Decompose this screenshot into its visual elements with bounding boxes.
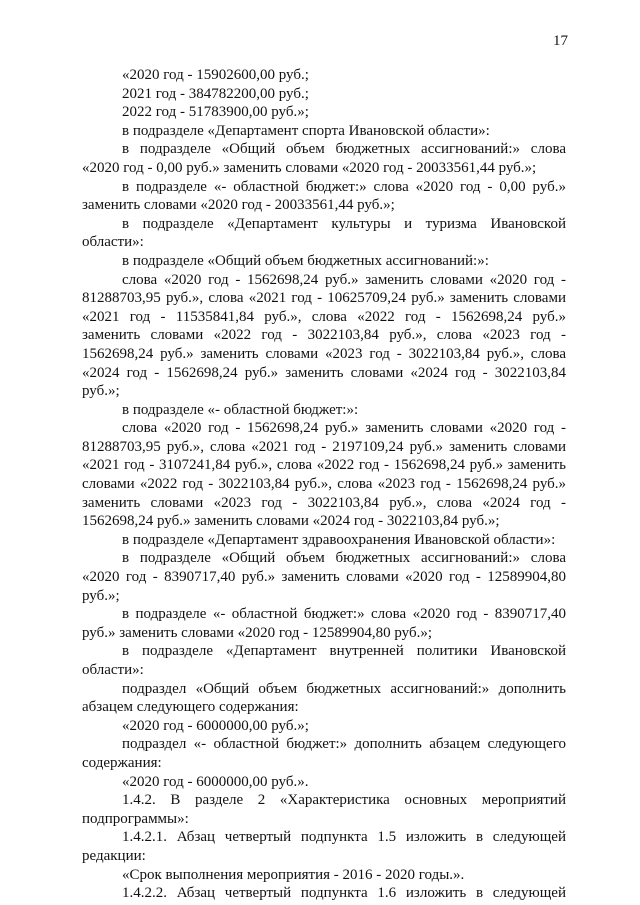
- text-line: подраздел «- областной бюджет:» дополнить абзацем следующего: [122, 736, 566, 753]
- text-line: 2022 год - 51783900,00 руб.»;: [122, 104, 309, 121]
- text-line: 1.4.2. В разделе 2 «Характеристика основных мероприятий: [122, 792, 566, 809]
- text-line: 1562698,24 руб.» заменить словами «2024 год - 3022103,84 руб.»;: [82, 513, 500, 530]
- text-line: словами «2022 год - 3022103,84 руб.», слова «2023 год - 1562698,24 руб.»: [82, 476, 566, 493]
- text-line: в подразделе «Общий объем бюджетных ассигнований:» слова: [122, 141, 566, 158]
- text-line: в подразделе «Департамент внутренней политики Ивановской: [122, 643, 566, 660]
- text-line: содержания:: [82, 754, 162, 771]
- text-line: в подразделе «- областной бюджет:»:: [122, 401, 359, 418]
- document-body: [82, 66, 566, 903]
- text-line: заменить словами «2023 год - 3022103,84 руб.», слова «2024 год -: [82, 494, 566, 511]
- text-line: в подразделе «Департамент здравоохранения Ивановской области»:: [122, 531, 556, 548]
- page-number: 17: [553, 33, 568, 49]
- text-line: руб.» заменить словами «2020 год - 12589904,80 руб.»;: [82, 624, 433, 641]
- text-line: абзацем следующего содержания:: [82, 699, 299, 716]
- text-line: в подразделе «Общий объем бюджетных ассигнований:»:: [122, 252, 489, 269]
- text-line: «2020 год - 8390717,40 руб.» заменить словами «2020 год - 12589904,80: [82, 569, 566, 586]
- text-line: в подразделе «Департамент культуры и туризма Ивановской: [122, 215, 566, 232]
- text-line: подраздел «Общий объем бюджетных ассигнований:» дополнить: [122, 680, 566, 697]
- text-line: области»:: [82, 662, 144, 678]
- text-line: «Срок выполнения мероприятия - 2016 - 2020 годы.».: [122, 866, 465, 883]
- text-line: руб.»;: [82, 587, 120, 604]
- text-line: «2024 год - 1562698,24 руб.» заменить словами «2024 год - 3022103,84: [82, 364, 566, 381]
- text-line: руб.»;: [82, 383, 120, 400]
- text-line: слова «2020 год - 1562698,24 руб.» заменить словами «2020 год -: [122, 420, 566, 437]
- text-line: «2020 год - 15902600,00 руб.;: [122, 67, 309, 83]
- text-line: «2020 год - 0,00 руб.» заменить словами «2020 год - 20033561,44 руб.»;: [82, 159, 537, 176]
- text-line: слова «2020 год - 1562698,24 руб.» заменить словами «2020 год -: [122, 271, 566, 288]
- text-line: 81288703,95 руб.», слова «2021 год - 2197109,24 руб.» заменить словами: [82, 438, 566, 455]
- text-line: «2021 год - 3107241,84 руб.», слова «2022 год - 1562698,24 руб.» заменить: [82, 457, 566, 474]
- text-line: в подразделе «- областной бюджет:» слова «2020 год - 0,00 руб.»: [122, 178, 566, 195]
- text-line: заменить словами «2020 год - 20033561,44 руб.»;: [82, 197, 395, 214]
- text-line: 81288703,95 руб.», слова «2021 год - 10625709,24 руб.» заменить словами: [82, 290, 566, 307]
- text-line: редакции:: [82, 847, 146, 864]
- text-line: подпрограммы»:: [82, 810, 189, 827]
- text-line: в подразделе «Общий объем бюджетных ассигнований:» слова: [122, 550, 566, 567]
- text-line: 1.4.2.2. Абзац четвертый подпункта 1.6 изложить в следующей: [122, 885, 566, 902]
- text-line: области»:: [82, 234, 144, 251]
- text-line: 1562698,24 руб.» заменить словами «2023 год - 3022103,84 руб.», слова: [82, 345, 566, 362]
- text-line: заменить словами «2022 год - 3022103,84 руб.», слова «2023 год -: [82, 327, 566, 344]
- text-line: «2020 год - 6000000,00 руб.»;: [122, 717, 309, 734]
- text-line: «2021 год - 11535841,84 руб.», слова «2022 год - 1562698,24 руб.»: [82, 308, 566, 325]
- text-line: 2021 год - 384782200,00 руб.;: [122, 85, 309, 102]
- text-line: в подразделе «- областной бюджет:» слова «2020 год - 8390717,40: [122, 606, 566, 623]
- text-line: 1.4.2.1. Абзац четвертый подпункта 1.5 изложить в следующей: [122, 829, 566, 846]
- text-line: «2020 год - 6000000,00 руб.».: [122, 773, 309, 790]
- text-line: в подразделе «Департамент спорта Ивановской области»:: [122, 122, 490, 139]
